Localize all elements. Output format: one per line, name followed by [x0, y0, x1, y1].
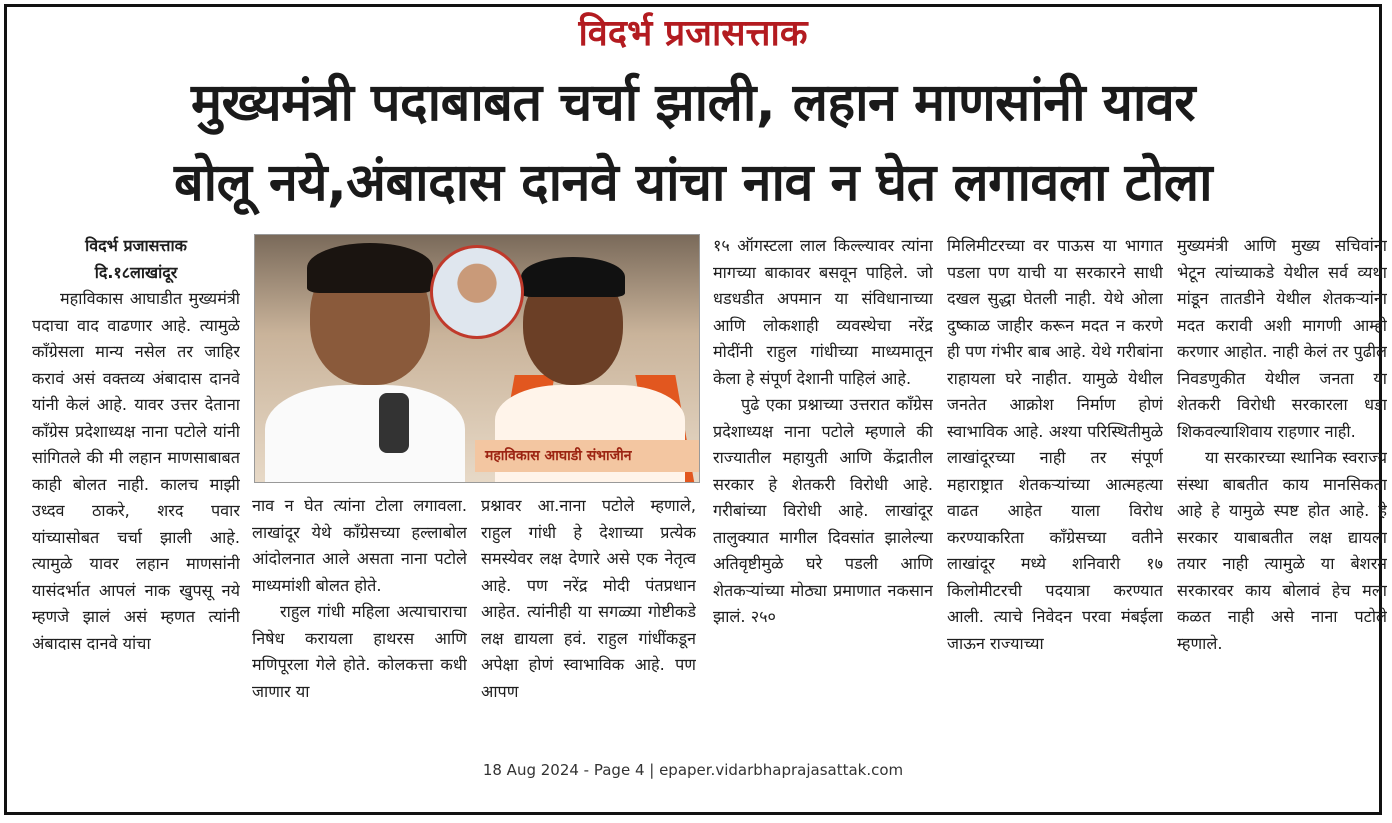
photo-banner: महाविकास आघाडी संभाजीन	[475, 440, 700, 472]
article-column-1	[32, 233, 240, 753]
column-6-text-a: मुख्यमंत्री आणि मुख्य सचिवांना भेटून त्यांच्याकडे येथील सर्व व्यथा मांडून तातडीने येथील शेतकऱ्यांना मदत करावी अशी मागणी आम्ही करणार आहोत. नाही केलं तर पुढील निवडणुकीत येथील जनता या शेतकरी विरोधी सरकारला धडा शिकवल्याशिवाय राहणार नाही.	[1177, 236, 1387, 441]
byline-dateline: दि.१८लाखांदूर	[94, 262, 178, 282]
column-1-text: महाविकास आघाडीत मुख्यमंत्री पदाचा वाद वाढणार आहे. त्यामुळे काँग्रेसला मान्य नसेल तर जाहिर करावं असं वक्तव्य अंबादास दानवे यांनी केलं आहे. यावर उत्तर देताना काँग्रेस प्रदेशाध्यक्ष नाना पटोले यांनी सांगितले की मी लहान माणसाबाबत काही बोलत नाही. कालच माझी उध्दव ठाकरे, शरद पवार यांच्यासोबत चर्चा झाली आहे. त्यामुळे यावर लहान माणसांनी यासंदर्भात आपलं नाक खुपसू नये म्हणजे झालं असं म्हणत त्यांनी अंबादास दानवे यांचा	[32, 289, 240, 653]
article-column-6	[1177, 233, 1387, 753]
masthead: विदर्भ प्रजासत्ताक	[578, 13, 808, 54]
article-photo	[254, 234, 700, 483]
column-2-text-a: नाव न घेत त्यांना टोला लगावला. लाखांदूर येथे काँग्रेसच्या हल्लाबोल आंदोलनात आले असता नाना पटोले माध्यमांशी बोलत होते.	[252, 496, 467, 595]
article-column-4	[713, 233, 933, 753]
article-column-5	[947, 233, 1163, 753]
column-2-text-b: राहुल गांधी महिला अत्याचाराचा निषेध करायला हाथरस आणि मणिपूरला गेले होते. कोलकत्ता कधी जाणार या	[252, 602, 467, 701]
column-6-text-b: या सरकारच्या स्थानिक स्वराज्य संस्था बाबतीत काय मानसिकता आहे हे यामुळे स्पष्ट होत आहे. हे सरकार याबाबतीत लक्ष द्यायला तयार नाही त्यामुळे या बेशरम सरकारवर काय बोलावं हेच मला कळत नाही असे नाना पटोले म्हणाले.	[1177, 448, 1387, 653]
microphone-icon	[379, 393, 409, 453]
column-4-text-b: पुढे एका प्रश्नाच्या उत्तरात काँग्रेस प्रदेशाध्यक्ष नाना पटोले म्हणाले की राज्यातील महायुती आणि केंद्रातील सरकार हे शेतकरी विरोधी आहे. गरीबांच्या विरोधी आहे. लाखांदूर तालुक्यात मागील दिवसांत झालेल्या अतिवृष्टीमुळे घरे पडली आणि शेतकऱ्यांच्या मोठ्या प्रमाणात नकसान झालं. २५०	[713, 395, 933, 626]
column-3-text: प्रश्नावर आ.नाना पटोले म्हणाले, राहुल गांधी हे देशाच्या प्रत्येक समस्येवर लक्ष देणारे असे एक नेतृत्व आहे. पण नरेंद्र मोदी पंतप्रधान आहेत. त्यांनीही या सगळ्या गोष्टीकडे लक्ष द्यायला हवं. राहुल गांधींकडून अपेक्षा होणं स्वाभाविक आहे. पण आपण	[481, 496, 696, 701]
page-footer: 18 Aug 2024 - Page 4 | epaper.vidarbhaprajasattak.com	[482, 761, 904, 779]
headline-line-2: बोलू नये,अंबादास दानवे यांचा नाव न घेत लगावला टोला	[173, 153, 1213, 213]
byline-source: विदर्भ प्रजासत्ताक	[85, 236, 187, 255]
newspaper-page	[4, 4, 1387, 815]
article-column-2	[252, 493, 467, 753]
headline-line-1: मुख्यमंत्री पदाबाबत चर्चा झाली, लहान माणसांनी यावर	[190, 73, 1196, 133]
column-5-text: मिलिमीटरच्या वर पाऊस या भागात पडला पण याची या सरकारने साधी दखल सुद्धा घेतली नाही. येथे ओला दुष्काळ जाहीर करून मदत न करणे ही पण गंभीर बाब आहे. येथे गरीबांना राहायला घरे नाहीत. यामुळे येथील जनतेत आक्रोश निर्माण होणं स्वाभाविक आहे. अश्या परिस्थितीमुळे लाखांदूरच्या नाही तर संपूर्ण महाराष्ट्रात शेतकऱ्यांच्या आत्महत्या वाढत आहेत याला विरोध करण्याकरिता काँग्रेसच्या वतीने लाखांदूर मध्ये शनिवारी १७ किलोमीटरची पदयात्रा करण्यात आली. त्याचे निवेदन परवा मंबईला जाऊन राज्याच्या	[947, 236, 1163, 653]
article-column-3	[481, 493, 696, 753]
inset-portrait	[430, 245, 524, 339]
photo-person-left	[265, 385, 465, 483]
column-4-text-a: १५ ऑगस्टला लाल किल्ल्यावर त्यांना मागच्या बाकावर बसवून पाहिले. जो धडधडीत अपमान या संविधानाच्या आणि लोकशाही व्यवस्थेचा नरेंद्र मोदींनी राहुल गांधीच्या माध्यमातून केला हे संपूर्ण देशानी पाहिलं आहे.	[713, 236, 933, 388]
headline	[25, 63, 1361, 223]
